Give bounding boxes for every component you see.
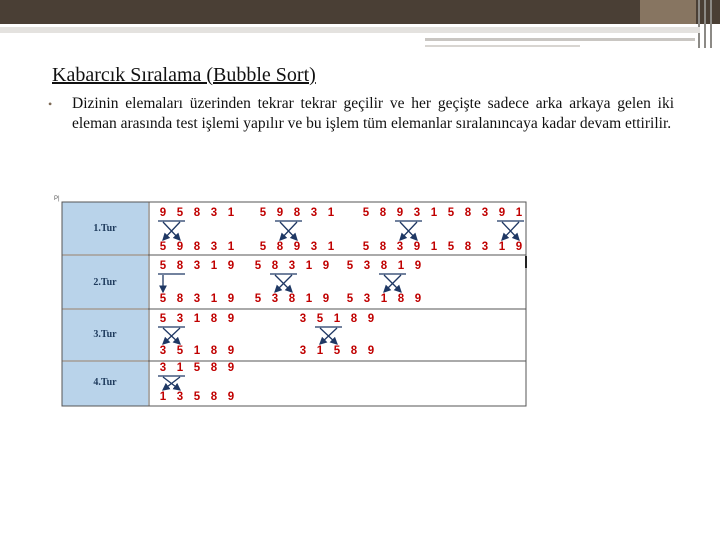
number-cell: 9	[396, 207, 404, 219]
number-cell: 8	[397, 293, 405, 305]
decor-rule	[425, 45, 580, 47]
number-cell: 5	[259, 241, 267, 253]
number-cell: 3	[288, 260, 296, 272]
number-cell: 5	[159, 293, 167, 305]
number-cell: 8	[210, 345, 218, 357]
number-cell: 5	[362, 241, 370, 253]
number-cell: 9	[413, 241, 421, 253]
number-cell: 9	[367, 345, 375, 357]
number-cell: 1	[176, 362, 184, 374]
number-cell: 1	[397, 260, 405, 272]
decor-rule	[425, 38, 695, 41]
number-cell: 3	[159, 345, 167, 357]
number-cell: 9	[227, 293, 235, 305]
decor-line	[710, 0, 712, 48]
number-cell: 3	[299, 313, 307, 325]
number-cell: 5	[316, 313, 324, 325]
bullet-text: Dizinin elemaları üzerinden tekrar tekrar geçilir ve her geçişte sadece arka arkaya gelen iki eleman arasında test işlemi yapılır ve bu işlem tüm elemanlar sıralanıncaya kadar devam ettirilir.	[72, 95, 674, 132]
number-cell: 1	[305, 260, 313, 272]
number-cell: 9	[293, 241, 301, 253]
number-cell: 1	[210, 293, 218, 305]
number-cell: 3	[413, 207, 421, 219]
number-cell: 3	[210, 207, 218, 219]
number-cell: 1	[327, 241, 335, 253]
number-cell: 9	[322, 293, 330, 305]
number-cell: 1	[227, 207, 235, 219]
number-cell: 5	[346, 293, 354, 305]
number-cell: 8	[271, 260, 279, 272]
number-cell: 8	[464, 241, 472, 253]
decor-line	[698, 0, 700, 48]
row-label-3: 3.Tur	[93, 329, 117, 340]
number-cell: 5	[159, 260, 167, 272]
number-cell: 3	[310, 241, 318, 253]
number-cell: 3	[193, 293, 201, 305]
number-cell: 1	[193, 313, 201, 325]
number-cell: 8	[350, 313, 358, 325]
number-cell: 3	[210, 241, 218, 253]
number-cell: 9	[515, 241, 523, 253]
number-cell: 8	[193, 207, 201, 219]
number-cell: 5	[346, 260, 354, 272]
bubble-sort-diagram	[54, 196, 528, 410]
number-cell: 5	[333, 345, 341, 357]
number-cell: 9	[227, 313, 235, 325]
number-cell: 9	[159, 207, 167, 219]
number-cell: 9	[227, 391, 235, 403]
bullet-item	[48, 94, 674, 134]
number-cell: 5	[159, 241, 167, 253]
number-cell: 9	[276, 207, 284, 219]
number-cell: 9	[227, 260, 235, 272]
number-cell: 8	[276, 241, 284, 253]
number-cell: 1	[227, 241, 235, 253]
number-cell: 3	[481, 241, 489, 253]
number-cell: 3	[363, 260, 371, 272]
number-cell: 8	[379, 207, 387, 219]
number-cell: 9	[414, 260, 422, 272]
row-label-4: 4.Tur	[93, 377, 117, 388]
number-cell: 1	[210, 260, 218, 272]
number-cell: 8	[288, 293, 296, 305]
number-cell: 5	[447, 241, 455, 253]
number-cell: 5	[176, 207, 184, 219]
number-cell: 5	[176, 345, 184, 357]
number-cell: 8	[176, 293, 184, 305]
number-cell: 8	[379, 241, 387, 253]
number-cell: 1	[327, 207, 335, 219]
number-cell: 1	[316, 345, 324, 357]
number-cell: 5	[447, 207, 455, 219]
number-cell: 3	[159, 362, 167, 374]
number-cell: 5	[254, 260, 262, 272]
row-label-1: 1.Tur	[93, 223, 117, 234]
number-cell: 5	[193, 391, 201, 403]
number-cell: 8	[210, 313, 218, 325]
number-cell: 3	[176, 391, 184, 403]
number-cell: 3	[271, 293, 279, 305]
number-cell: 3	[481, 207, 489, 219]
number-cell: 9	[227, 362, 235, 374]
row-label-2: 2.Tur	[93, 277, 117, 288]
bullet-icon: •	[48, 97, 53, 111]
slide-title: Kabarcık Sıralama (Bubble Sort)	[52, 64, 316, 86]
number-cell: 3	[176, 313, 184, 325]
number-cell: 5	[159, 313, 167, 325]
decor-line	[704, 0, 706, 48]
number-cell: 8	[210, 391, 218, 403]
number-cell: 9	[414, 293, 422, 305]
number-cell: 5	[362, 207, 370, 219]
number-cell: 1	[515, 207, 523, 219]
decor-rule	[0, 27, 700, 33]
number-cell: 1	[159, 391, 167, 403]
number-cell: 8	[176, 260, 184, 272]
number-cell: 1	[305, 293, 313, 305]
number-cell: 8	[380, 260, 388, 272]
number-cell: 1	[333, 313, 341, 325]
number-cell: 1	[380, 293, 388, 305]
number-cell: 9	[322, 260, 330, 272]
corner-mark: P|	[54, 196, 60, 202]
number-cell: 1	[498, 241, 506, 253]
number-cell: 9	[367, 313, 375, 325]
number-cell: 8	[210, 362, 218, 374]
number-cell: 5	[193, 362, 201, 374]
number-cell: 8	[464, 207, 472, 219]
number-cell: 8	[350, 345, 358, 357]
top-bar-accent	[640, 0, 696, 24]
number-cell: 1	[193, 345, 201, 357]
number-cell: 8	[293, 207, 301, 219]
number-cell: 5	[254, 293, 262, 305]
number-cell: 9	[498, 207, 506, 219]
top-bar	[0, 0, 720, 24]
number-cell: 3	[396, 241, 404, 253]
number-cell: 9	[176, 241, 184, 253]
number-cell: 3	[193, 260, 201, 272]
number-cell: 5	[259, 207, 267, 219]
number-cell: 8	[193, 241, 201, 253]
number-cell: 3	[299, 345, 307, 357]
number-cell: 3	[310, 207, 318, 219]
number-cell: 1	[430, 241, 438, 253]
number-cell: 9	[227, 345, 235, 357]
number-cell: 1	[430, 207, 438, 219]
number-cell: 3	[363, 293, 371, 305]
